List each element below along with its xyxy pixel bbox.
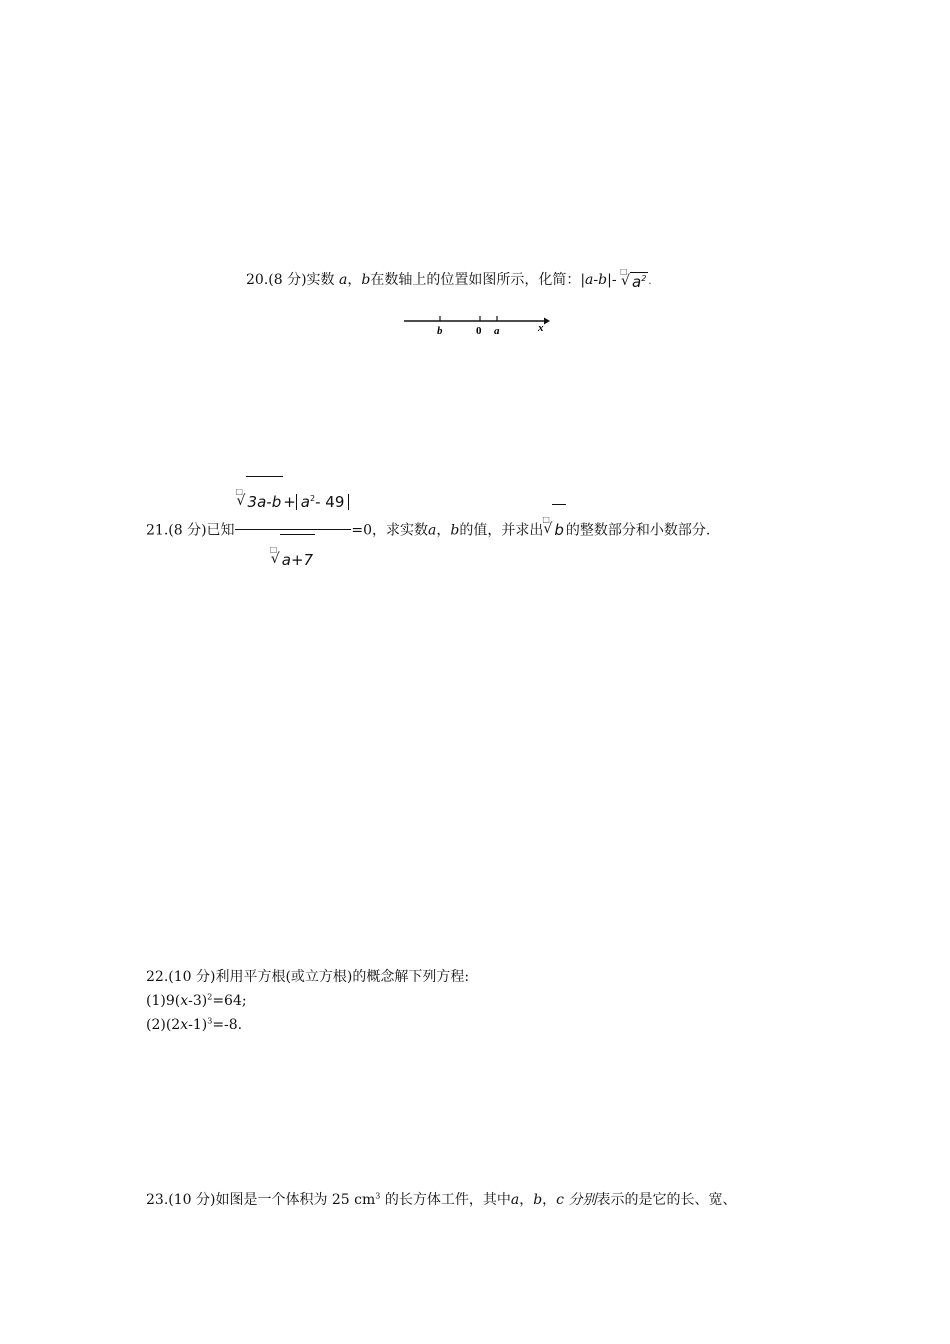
q20-var-b: b [361, 272, 371, 288]
q20-sep: ， [347, 272, 362, 288]
q23-end: 表示的是它的长、宽、 [596, 1192, 737, 1208]
numberline-label-x: x [538, 322, 544, 334]
q21-abs [296, 494, 350, 510]
radical-sign-icon: √ [543, 520, 553, 537]
q20-expr-a: a [585, 272, 594, 288]
q21-after3: 的整数部分和小数部分. [565, 522, 711, 539]
q23-mid: 的长方体工件，其中 [380, 1192, 511, 1208]
radical-sign-icon: √ [621, 273, 630, 289]
q20-expr-b: b [598, 272, 608, 288]
q21-abs-rest: - 49 [315, 493, 345, 511]
q20-minus: - [593, 272, 599, 288]
q21-numerator [235, 476, 352, 530]
q23-s1: ， [519, 1192, 534, 1208]
q22-p2-mid: -1) [188, 1017, 208, 1033]
question-22-title: 22.(10 分)利用平方根(或立方根)的概念解下列方程: [146, 969, 470, 985]
question-22-part-2 [146, 1016, 242, 1034]
radical-sign-icon: √ [236, 493, 246, 509]
q20-end: . [648, 276, 652, 287]
q23-a: a [510, 1192, 520, 1208]
q21-num-root-radicand: 3a-b [246, 476, 284, 527]
q20-rest2: |- [607, 272, 617, 288]
question-20 [246, 267, 652, 291]
q23-b: b [533, 1192, 543, 1208]
q23-s2: ， [542, 1192, 557, 1208]
q21-sep: ， [436, 522, 451, 539]
q22-p2-end: =-8. [212, 1017, 243, 1033]
q21-den-root-radicand: a+7 [280, 534, 315, 585]
q23-italic-part: 分别 [564, 1192, 597, 1208]
q21-root2-index: □ [542, 514, 550, 524]
q22-p1-pre: (1)9( [146, 993, 181, 1009]
q21-root-b [543, 504, 566, 556]
q20-root-radicand: a [632, 273, 642, 291]
q21-var-b: b [450, 522, 460, 539]
q21-abs-exp: 2 [310, 494, 316, 503]
q23-exp: 3 [375, 1191, 381, 1201]
number-line-figure [400, 314, 560, 338]
q20-var-a: a [339, 272, 348, 288]
question-22-part-1 [146, 992, 247, 1010]
q20-root-exp: 2 [641, 274, 647, 283]
q21-root2-radicand: b [552, 504, 566, 555]
q22-p2-pre: (2)(2 [146, 1017, 181, 1033]
q21-after2: 的值，并求出 [459, 522, 544, 539]
q22-p1-x: x [180, 993, 189, 1009]
q21-label: 21.(8 分)已知 [146, 522, 235, 539]
q22-p1-end: =64; [212, 993, 247, 1009]
q20-root-index: □ [620, 267, 628, 276]
q20-rest: 在数轴上的位置如图所示，化简：| [370, 272, 586, 288]
q22-p2-exp: 3 [207, 1016, 213, 1026]
q21-var-a: a [428, 522, 437, 539]
q21-denominator [235, 530, 352, 585]
q21-fraction [235, 476, 352, 585]
numberline-label-b: b [437, 325, 443, 337]
question-21 [146, 476, 710, 585]
q23-c: c [556, 1192, 565, 1208]
q21-den-root-index: □ [269, 545, 278, 554]
q22-p2-x: x [180, 1017, 189, 1033]
numberline-label-a: a [494, 325, 500, 337]
q20-label: 20.(8 分)实数 [246, 272, 335, 288]
q22-p1-mid: -3) [188, 993, 208, 1009]
q22-p1-exp: 2 [207, 992, 213, 1002]
q21-num-plus: + [283, 493, 296, 511]
q21-abs-a: a [300, 493, 310, 511]
radical-sign-icon: √ [270, 551, 280, 567]
q20-root [620, 267, 648, 292]
numberline-label-0: 0 [476, 325, 482, 337]
question-23 [146, 1191, 736, 1209]
q21-num-root-index: □ [235, 487, 244, 496]
q23-pre: 23.(10 分)如图是一个体积为 25 cm [146, 1192, 376, 1208]
q21-after: =0，求实数 [351, 522, 429, 539]
